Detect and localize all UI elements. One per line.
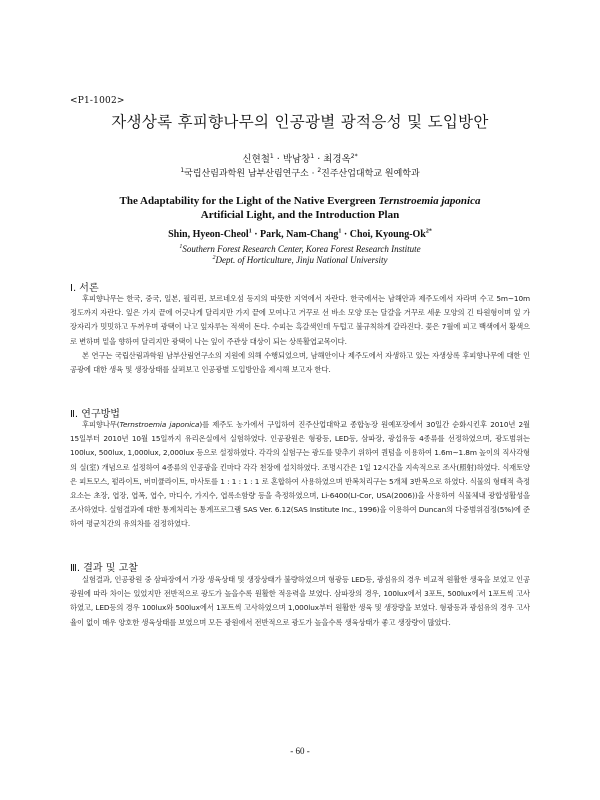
author-name: Park, Nam-Chang xyxy=(260,229,339,240)
english-title xyxy=(0,194,600,222)
species-name: Ternstroemia japonica xyxy=(378,195,481,207)
author-separator: · xyxy=(314,154,324,165)
abstract-code: <P1-1002> xyxy=(70,96,125,106)
english-affiliation-line-1: $^1$Southern Forest Research Center, Korea Forest Research Institute xyxy=(179,244,421,254)
affiliation-text: 진주산업대학교 원예학과 xyxy=(321,169,420,179)
author-separator: · xyxy=(341,229,350,240)
affiliation-superscript: 1 xyxy=(180,167,185,174)
paragraph: 실험결과, 인공광원 중 삼파장에서 가장 생육상태 및 생장상태가 불량하였으며 형광등 LED등, 광섬유의 경우 비교적 원활한 생육을 보였고 인공광원에 따라 차이는 있었지만 전반적으로 광도가 높을수록 원활한 적응력을 보였다. 삼파장의 경우, 100lux에서 3포트, 500lux에서 1포트씩 고사하였고, LED등의 경우 100lux와 500lux에서 1포트씩 고사하였으며 1,000lux부터 원활한 생육 및 생장량을 보였다. 형광등과 광섬유의 경우 고사율이 없이 매우 양호한 생육상태를 보였으며 모든 광원에서 전반적으로 광도가 높을수록 생육상태가 좋고 생장량이 많았다. xyxy=(70,575,530,627)
english-affiliation-line-2: $^2$Dept. of Horticulture, Jinju National University xyxy=(212,255,388,265)
author-name: Choi, Kyoung-Ok xyxy=(349,229,426,240)
affiliation-superscript: 2 xyxy=(317,167,322,174)
author-name: Shin, Hyeon-Cheol xyxy=(168,229,249,240)
english-title-line-1: The Adaptability for the Light of the Native Evergreen Ternstroemia japonica xyxy=(119,195,481,207)
affiliation-text: 국립산림과학원 남부산림연구소 · xyxy=(184,169,318,179)
paragraph: 본 연구는 국립산림과학원 남부산림연구소의 지원에 의해 수행되었으며, 남해안이나 제주도에서 자생하고 있는 자생상록 후피향나무에 대한 인공광에 대한 생육 및 생장상태를 살펴보고 인공광별 도입방안을 제시해 보고자 한다. xyxy=(70,350,530,375)
author-name: 박남창 xyxy=(282,154,311,165)
author-separator: · xyxy=(273,154,283,165)
section-heading-introduction: Ⅰ. 서론 xyxy=(70,283,99,294)
author-superscript: 2* xyxy=(350,152,358,160)
author-superscript: 2* xyxy=(425,228,432,235)
author-name: 신현철 xyxy=(242,154,270,165)
english-title-line-2: Artificial Light, and the Introduction Plan xyxy=(200,209,400,221)
author-separator: · xyxy=(251,229,261,240)
paragraph: 후피향나무는 한국, 중국, 일본, 필리핀, 보르네오섬 등지의 따뜻한 지역에서 자란다. 한국에서는 남해안과 제주도에서 자라며 수고 5m~10m 정도까지 자란다. 잎은 가지 끝에 어긋나게 달리지만 가지 끝에 모여나고 거꾸로 선 바소 모양 또는 달걀을 거꾸로 세운 모양의 긴 타원형이며 잎 가장자리가 밋밋하고 두꺼우며 광택이 나고 잎자루는 적색이 돈다. 수피는 흑갈색인데 두텁고 불규칙하게 갈라진다. 꽃은 7월에 피고 백색에서 황색으로 변하며 밑을 향하여 달리지만 광택이 나는 잎이 주관상 대상이 되는 상록활엽교목이다. xyxy=(70,294,530,346)
section-heading-results: Ⅲ. 결과 및 고찰 xyxy=(70,563,138,574)
korean-title: 자생상록 후피향나무의 인공광별 광적응성 및 도입방안 xyxy=(111,113,489,131)
page-number: - 60 - xyxy=(290,746,310,756)
korean-affiliation xyxy=(0,166,600,179)
english-authors xyxy=(0,229,600,240)
korean-authors xyxy=(0,151,600,165)
author-superscript: 1 xyxy=(248,228,252,235)
paragraph: 후피향나무(Ternstroemia japonica)를 제주도 농가에서 구입하여 진주산업대학교 종합농장 원예포장에서 30일간 순화시킨후 2010년 2월 15일부터 2010년 10월 15일까지 유리온실에서 실험하였다. 인공광원은 형광등, LED등, 삼파장, 광섭유등 4종류를 선정하였으며, 광도범위는 100lux, 500lux, 1,000lux, 2,000lux 등으로 설정하였다. 각각의 실험구는 광도를 맞추기 위하여 퀀텀을 이용하여 1.6m~1.8m 높이의 직사각형의 실(室) 개념으로 설정하여 4종류의 인공광을 킨마다 각각 천장에 설치하였다. 조명시간은 1일 12시간을 지속적으로 조사(照射)하였다. 식재토양은 피트모스, 펄라이트, 버미큘라이트, 마사토를 1 : 1 : 1 : 1 로 혼합하여 사용하였으며 반복처리구는 5개체 3반복으로 하였다. 식물의 형태적 측정요소는 초장, 엽장, 엽폭, 엽수, 마디수, 가지수, 엽록소함량 등을 측정하였으며, Li-6400(LI-Cor, USA(2006))을 사용하여 식물체내 광합성활성을 조사하였다. 실험결과에 대한 통계처리는 통계프로그램 SAS Ver. 6.12(SAS Institute Inc., 1996)을 이용하여 Duncan의 다중범위검정(5%)에 준하여 평균치간의 유의차를 검정하였다. xyxy=(70,420,531,529)
section-body-results xyxy=(70,573,530,630)
species-name: Ternstroemia japonica xyxy=(119,420,200,429)
section-body-introduction xyxy=(70,292,530,377)
english-affiliation xyxy=(0,244,600,266)
author-superscript: 1 xyxy=(338,228,342,235)
author-name: 최경옥 xyxy=(323,154,351,165)
section-heading-methods: Ⅱ. 연구방법 xyxy=(70,409,120,420)
author-superscript: 1 xyxy=(310,152,315,160)
section-body-methods xyxy=(70,418,530,532)
author-superscript: 1 xyxy=(269,152,274,160)
